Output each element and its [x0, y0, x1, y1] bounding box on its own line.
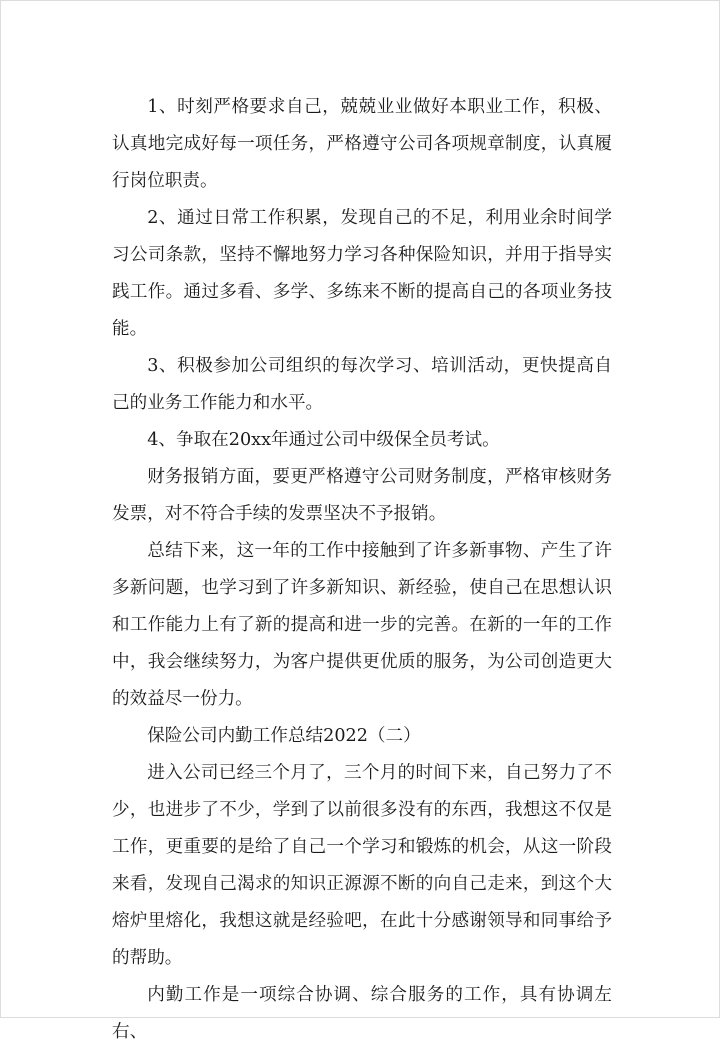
- paragraph-intro-2: 进入公司已经三个月了，三个月的时间下来，自己努力了不少，也进步了不少，学到了以前很多没有的东西，我想这不仅是工作，更重要的是给了自己一个学习和锻炼的机会，从这一阶段来看，发现自己渴求的知识正源源不断的向自己走来，到这个大熔炉里熔化，我想这就是经验吧，在此十分感谢领导和同事给予的帮助。: [112, 763, 612, 968]
- paragraph-2: 2、通过日常工作积累，发现自己的不足，利用业余时间学习公司条款，坚持不懈地努力学习各种保险知识，并用于指导实践工作。通过多看、多学、多练来不断的提高自己的各项业务技能。: [112, 208, 612, 339]
- paragraph-finance: 财务报销方面，要更严格遵守公司财务制度，严格审核财务发票，对不符合手续的发票坚决不予报销。: [112, 467, 612, 524]
- paragraph-summary: 总结下来，这一年的工作中接触到了许多新事物、产生了许多新问题，也学习到了许多新知识、新经验，使自己在思想认识和工作能力上有了新的提高和进一步的完善。在新的一年的工作中，我会继续努力，为客户提供更优质的服务，为公司创造更大的效益尽一份力。: [112, 541, 612, 709]
- paragraph-internal-work: 内勤工作是一项综合协调、综合服务的工作，具有协调左右、: [112, 985, 612, 1042]
- paragraph-1: 1、时刻严格要求自己，兢兢业业做好本职业工作，积极、认真地完成好每一项任务，严格遵守公司各项规章制度，认真履行岗位职责。: [112, 97, 612, 191]
- paragraph-4: 4、争取在20xx年通过公司中级保全员考试。: [147, 430, 500, 450]
- document-body: [112, 89, 612, 1051]
- section-title: 保险公司内勤工作总结2022（二）: [147, 726, 421, 746]
- paragraph-3: 3、积极参加公司组织的每次学习、培训活动，更快提高自己的业务工作能力和水平。: [112, 356, 612, 413]
